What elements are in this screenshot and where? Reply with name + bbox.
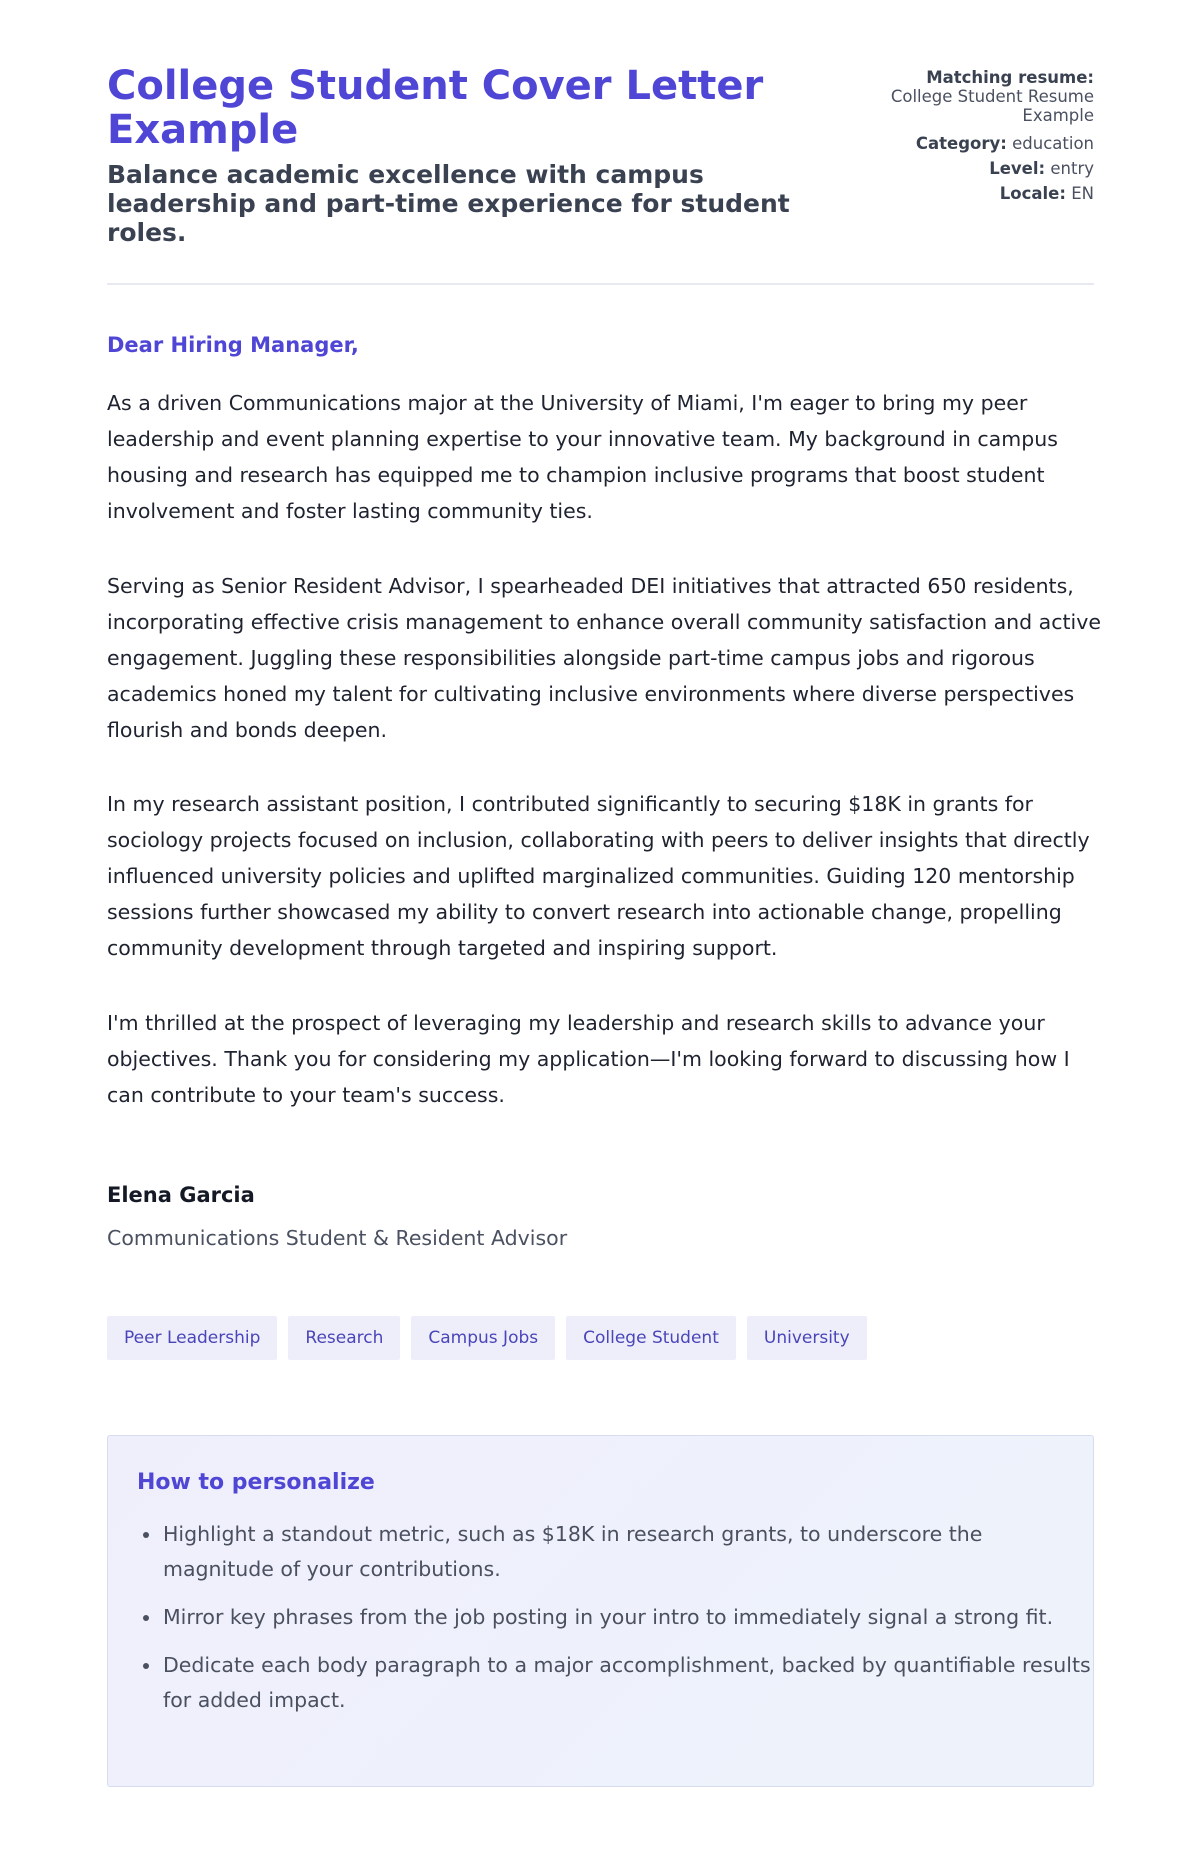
meta-locale-value: EN <box>1071 184 1094 203</box>
page-title: College Student Cover Letter Example <box>107 63 764 153</box>
letter-paragraph-2: Serving as Senior Resident Advisor, I spearheaded DEI initiatives that attracted 650 residents, incorporating effective crisis management to enhance overall community satisfaction and active engagement. Juggling these responsibilities alongside part-time campus jobs and rigorous academics honed my talent for cultivating inclusive environments where diverse perspectives flourish and bonds deepen. <box>107 574 1101 742</box>
meta-locale <box>854 181 1094 206</box>
tag-peer-leadership[interactable]: Peer Leadership <box>107 1316 277 1360</box>
meta-level-value: entry <box>1050 159 1094 178</box>
letter-paragraph-1: As a driven Communications major at the University of Miami, I'm eager to bring my peer leadership and event planning expertise to your innovative team. My background in campus housing and research has equipped me to champion inclusive programs that boost student involvement and foster lasting community ties. <box>107 391 1058 523</box>
tag-college-student[interactable]: College Student <box>566 1316 736 1360</box>
letter-salutation: Dear Hiring Manager, <box>107 333 359 357</box>
signer-name: Elena Garcia <box>107 1183 255 1207</box>
tag-university[interactable]: University <box>747 1316 867 1360</box>
tip-item: • Dedicate each body paragraph to a major accomplishment, backed by quantifiable results for added impact. <box>162 1648 1092 1718</box>
tag-research[interactable]: Research <box>288 1316 400 1360</box>
meta-category <box>854 131 1094 156</box>
tip-item: • Mirror key phrases from the job posting in your intro to immediately signal a strong fit. <box>162 1600 1092 1635</box>
meta-matching-resume-value[interactable]: College Student Resume Example <box>890 87 1094 125</box>
meta-level-label: Level: <box>989 159 1046 178</box>
meta-category-value: education <box>1012 134 1094 153</box>
header-divider <box>107 283 1094 285</box>
tag-campus-jobs[interactable]: Campus Jobs <box>411 1316 555 1360</box>
page-subtitle: Balance academic excellence with campus leadership and part-time experience for student roles. <box>107 160 790 247</box>
personalize-tips-box <box>107 1435 1094 1787</box>
meta-matching-resume-label: Matching resume: <box>926 68 1094 87</box>
meta-matching-resume <box>854 68 1094 87</box>
meta-panel <box>854 68 1094 206</box>
tips-list <box>137 1517 1092 1731</box>
tips-title: How to personalize <box>137 1470 375 1495</box>
signer-role: Communications Student & Resident Advisor <box>107 1226 568 1250</box>
meta-level <box>854 156 1094 181</box>
letter-paragraph-3: In my research assistant position, I contributed significantly to securing $18K in grants for sociology projects focused on inclusion, collaborating with peers to deliver insights that directly influenced university policies and uplifted marginalized communities. Guiding 120 mentorship sessions further showcased my ability to convert research into actionable change, propelling community development through targeted and inspiring support. <box>107 792 1090 960</box>
tag-list <box>107 1316 867 1360</box>
letter-paragraph-4: I'm thrilled at the prospect of leveraging my leadership and research skills to advance your objectives. Thank you for considering my application—I'm looking forward to discussing how I can contribute to your team's success. <box>107 1011 1070 1107</box>
meta-category-label: Category: <box>915 134 1007 153</box>
tip-item: • Highlight a standout metric, such as $18K in research grants, to underscore the magnitude of your contributions. <box>162 1517 1092 1587</box>
meta-locale-label: Locale: <box>999 184 1066 203</box>
